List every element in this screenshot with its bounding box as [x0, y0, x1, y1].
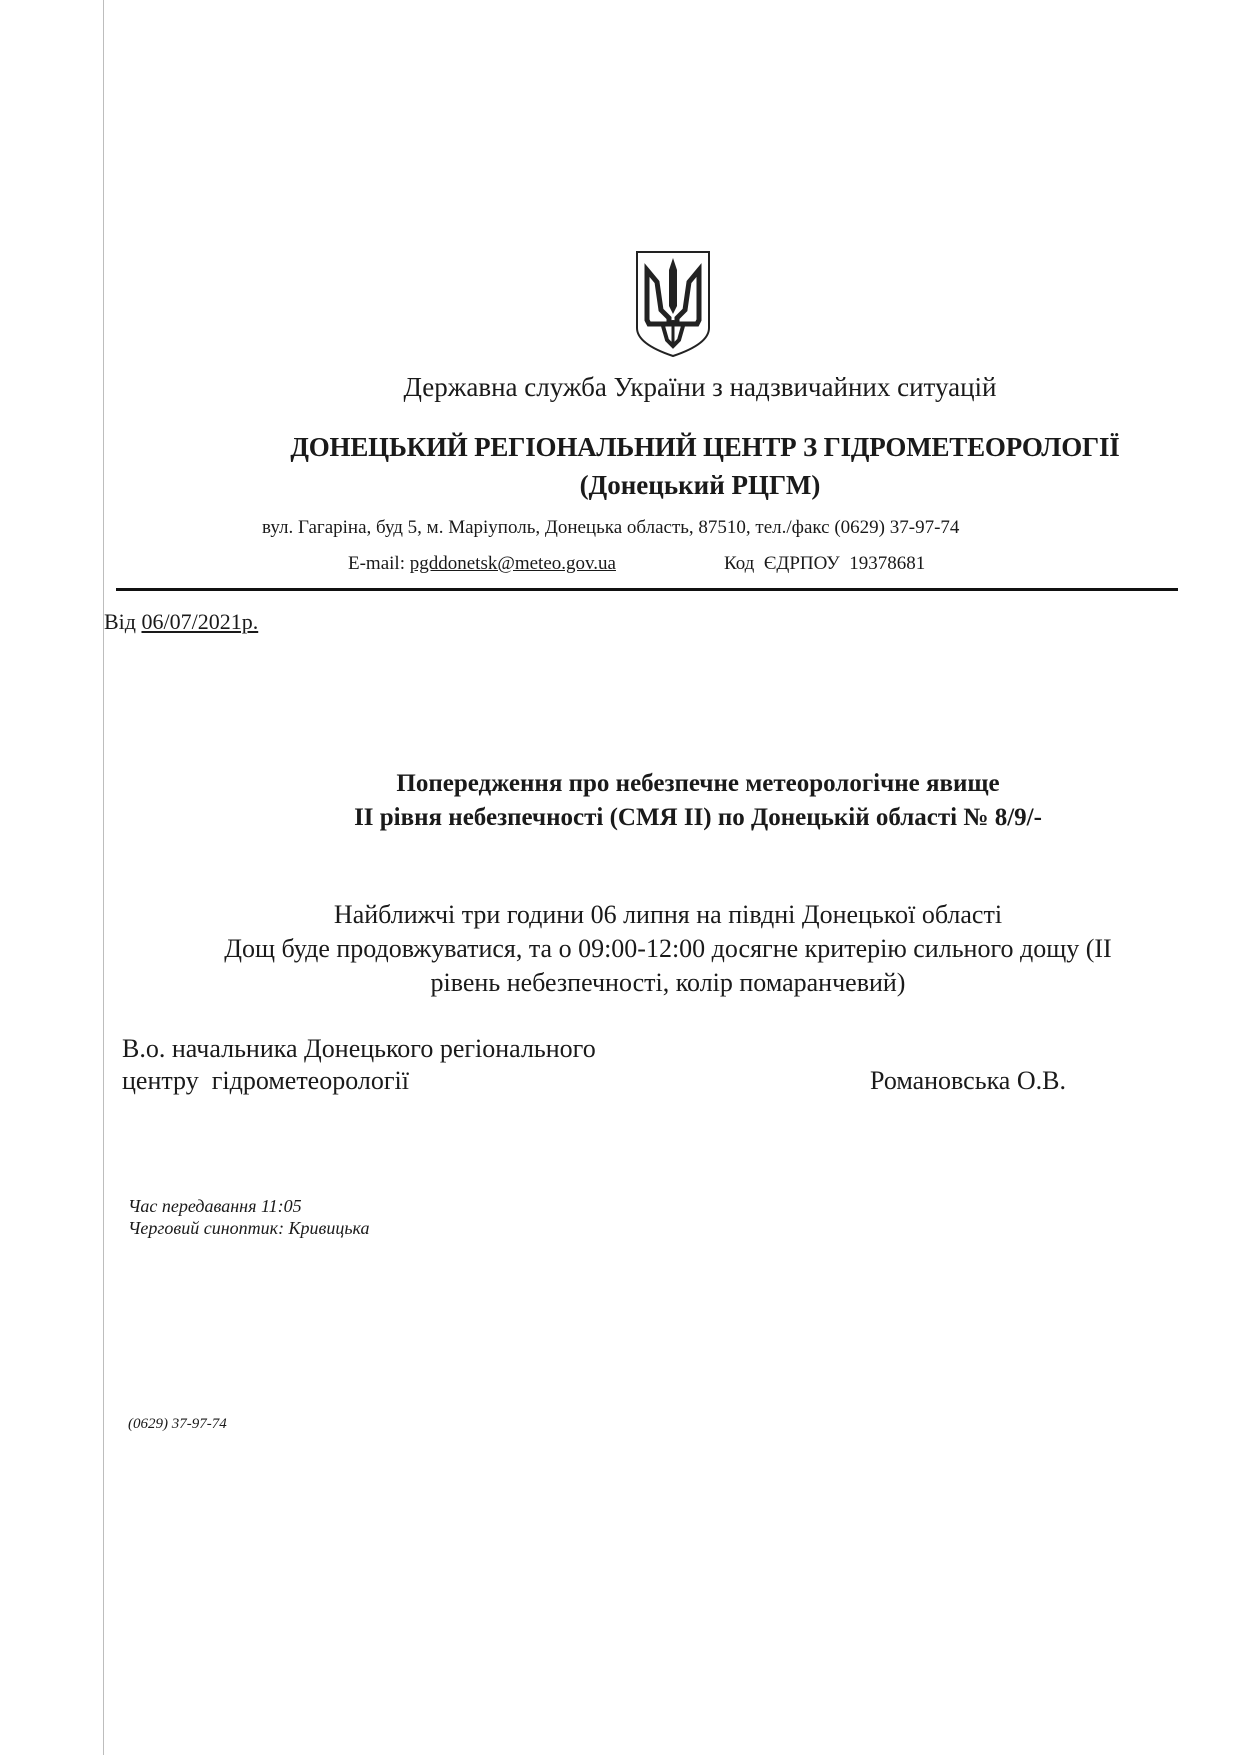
- warning-body-line-1: Найближчі три години 06 липня на півдні Донецької області: [333, 900, 1003, 929]
- address: вул. Гагаріна, буд 5, м. Маріуполь, Донецька область, 87510, тел./факс (0629) 37-97-74: [262, 517, 960, 538]
- scan-margin-line: [103, 0, 104, 1755]
- warning-title-line-1: Попередження про небезпечне метеорологічне явище: [396, 770, 1000, 797]
- organization-short-name: (Донецький РЦГМ): [579, 470, 821, 500]
- organization-name: ДОНЕЦЬКИЙ РЕГІОНАЛЬНИЙ ЦЕНТР З ГІДРОМЕТЕОРОЛОГІЇ: [290, 432, 1120, 462]
- email-label: E-mail:: [348, 553, 405, 574]
- date-value: 06/07/2021р.: [141, 609, 259, 634]
- date-prefix: Від: [104, 609, 136, 634]
- code-label: Код ЄДРПОУ: [724, 553, 840, 574]
- warning-title-line-2: ІІ рівня небезпечності (СМЯ ІІ) по Донецькій області № 8/9/-: [354, 804, 1042, 831]
- email-link[interactable]: pgddonetsk@meteo.gov.ua: [409, 553, 616, 574]
- warning-body-line-3: рівень небезпечності, колір помаранчевий): [430, 968, 906, 997]
- agency-name: Державна служба України з надзвичайних ситуацій: [403, 372, 997, 402]
- signer-position-line-2: центру гідрометеорології: [122, 1066, 409, 1095]
- trident-emblem-icon: [633, 248, 713, 360]
- signer-position-line-1: В.о. начальника Донецького регіонального: [122, 1034, 596, 1063]
- code-value: 19378681: [849, 553, 926, 574]
- signer-name: Романовська О.В.: [870, 1066, 1066, 1095]
- edrpou-code: [724, 553, 925, 575]
- footer-phone: (0629) 37-97-74: [128, 1416, 227, 1432]
- header-divider: [116, 588, 1178, 591]
- warning-body-line-2: Дощ буде продовжуватися, та о 09:00-12:00 досягне критерію сильного дощу (ІІ: [224, 934, 1112, 963]
- duty-forecaster: Черговий синоптик: Кривицька: [128, 1218, 370, 1238]
- email-row: [348, 553, 616, 575]
- transmission-time: Час передавання 11:05: [128, 1196, 302, 1216]
- document-date: [104, 609, 258, 635]
